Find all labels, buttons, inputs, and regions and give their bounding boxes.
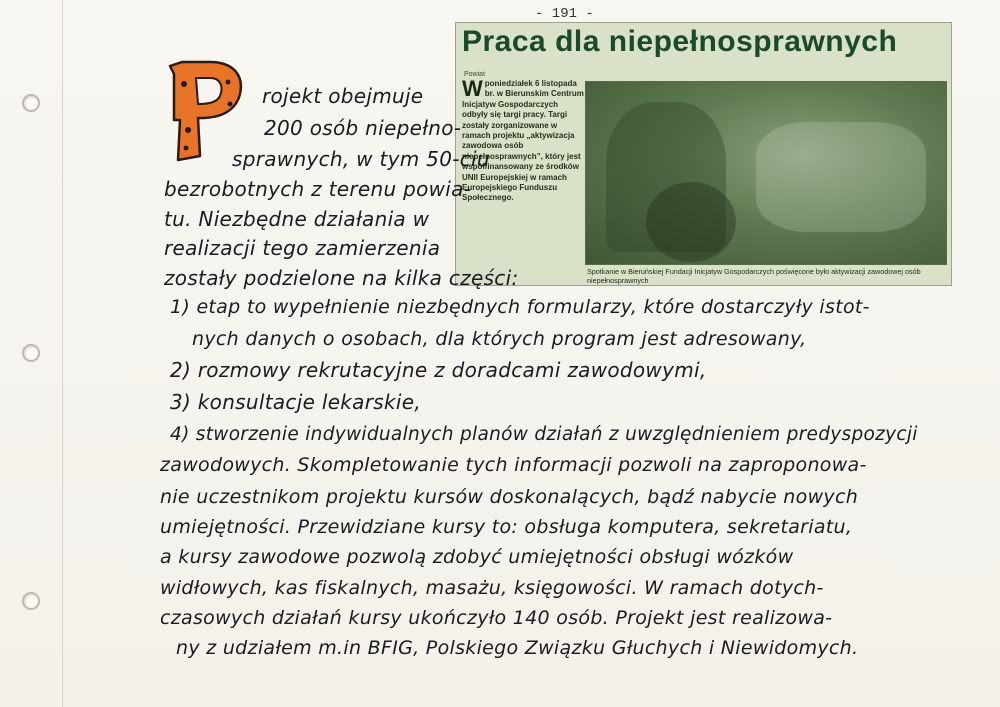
newspaper-clipping: [455, 22, 952, 286]
handwritten-line: 4) stworzenie indywidualnych planów działań z uwzględnieniem predyspozycji: [170, 424, 918, 445]
page-number: - 191 -: [535, 6, 594, 22]
handwritten-line: 3) konsultacje lekarskie,: [170, 390, 421, 414]
clipping-body-text: poniedziałek 6 listopada br. w Bierunskim Centrum Inicjatyw Gospodarczych odbyły się targi pracy. Targi zostały zorganizowane w ramach projektu „aktywizacja zawodowa osób niepełnosprawnych”, który jest współfinansowany ze środków UNII Europejskiej w ramach Europejskiego Funduszu Społecznego.: [462, 79, 584, 203]
binder-hole: [22, 94, 40, 112]
handwritten-line: realizacji tego zamierzenia: [164, 236, 441, 260]
clipping-body: [462, 76, 584, 204]
handwritten-line: umiejętności. Przewidziane kursy to: obsługa komputera, sekretariatu,: [160, 516, 853, 538]
handwritten-line: rojekt obejmuje: [262, 84, 424, 108]
handwritten-line: 200 osób niepełno-: [264, 116, 462, 140]
handwritten-line: 1) etap to wypełnienie niezbędnych formularzy, które dostarczyły istot-: [170, 296, 870, 318]
handwritten-line: tu. Niezbędne działania w: [164, 207, 430, 231]
binder-hole: [22, 344, 40, 362]
handwritten-line: sprawnych, w tym 50-ciu: [232, 147, 490, 171]
handwritten-line: czasowych działań kursy ukończyło 140 osób. Projekt jest realizowa-: [160, 607, 833, 629]
handwritten-line: nie uczestnikom projektu kursów doskonalących, bądź nabycie nowych: [160, 486, 859, 508]
handwritten-line: widłowych, kas fiskalnych, masażu, księgowości. W ramach dotych-: [160, 577, 824, 599]
handwritten-line: zostały podzielone na kilka części:: [164, 266, 519, 290]
handwritten-line: 2) rozmowy rekrutacyjne z doradcami zawodowymi,: [170, 358, 707, 382]
handwritten-line: bezrobotnych z terenu powia-: [164, 177, 472, 201]
clipping-title: Praca dla niepełnosprawnych: [462, 25, 898, 58]
clipping-photo: [585, 81, 947, 265]
clipping-caption: Spotkanie w Bieruńskiej Fundacji Inicjatyw Gospodarczych poświęcone było aktywizacji zawodowej osób niepełnosprawnych: [587, 267, 921, 285]
handwritten-line: a kursy zawodowe pozwolą zdobyć umiejętności obsługi wózków: [160, 546, 794, 568]
handwritten-line: nych danych o osobach, dla których program jest adresowany,: [192, 328, 807, 350]
handwritten-line: zawodowych. Skompletowanie tych informacji pozwoli na zaproponowa-: [160, 454, 867, 476]
handwritten-line: ny z udziałem m.in BFIG, Polskiego Związku Głuchych i Niewidomych.: [176, 637, 859, 659]
binder-hole: [22, 592, 40, 610]
margin-line: [62, 0, 63, 707]
clipping-subheader: Powiat: [464, 71, 486, 78]
clipping-dropcap: W: [462, 76, 483, 101]
